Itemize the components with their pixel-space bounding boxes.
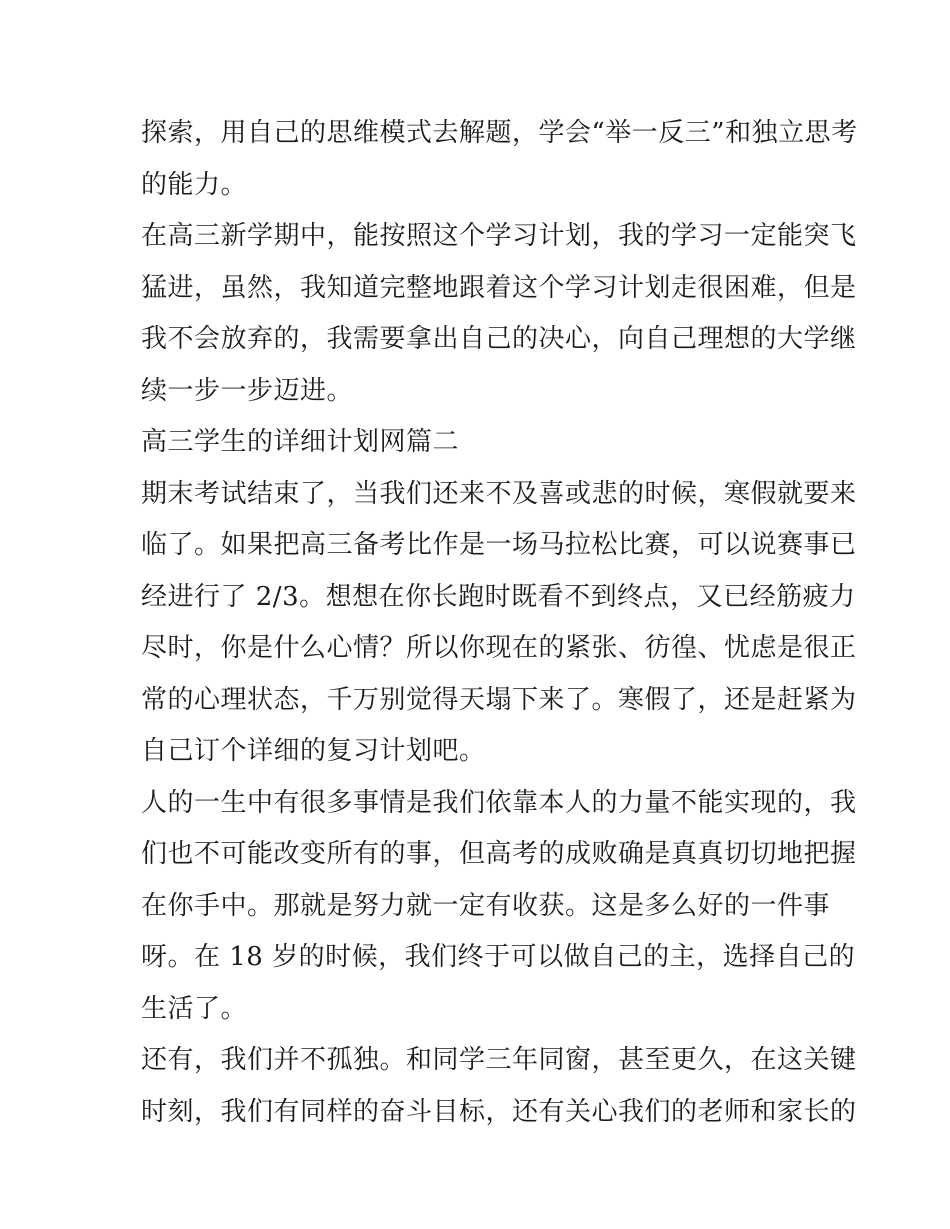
- text-line: 呀。在 18 岁的时候，我们终于可以做自己的主，选择自己的: [141, 942, 856, 972]
- text-line: 在你手中。那就是努力就一定有收获。这是多么好的一件事: [141, 890, 831, 921]
- section-heading: 高三学生的详细计划网篇二: [141, 427, 460, 457]
- text-line: 常的心理状态，千万别觉得天塌下来了。寒假了，还是赶紧为: [141, 684, 857, 715]
- text-line: 时刻，我们有同样的奋斗目标，还有关心我们的老师和家长的: [141, 1096, 857, 1127]
- text-line: 人的一生中有很多事情是我们依靠本人的力量不能实现的，我: [141, 787, 857, 818]
- text-line: 还有，我们并不孤独。和同学三年同窗，甚至更久，在这关键: [141, 1045, 857, 1075]
- text-line: 期末考试结束了，当我们还来不及喜或悲的时候，寒假就要来: [141, 478, 857, 509]
- text-line: 在高三新学期中，能按照这个学习计划，我的学习一定能突飞: [141, 221, 857, 251]
- text-line: 们也不可能改变所有的事，但高考的成败确是真真切切地把握: [141, 839, 857, 869]
- text-line: 探索，用自己的思维模式去解题，学会“举一反三”和独立思考: [141, 118, 858, 148]
- text-line: 续一步一步迈进。: [141, 375, 354, 406]
- text-line: 猛进，虽然，我知道完整地跟着这个学习计划走很困难，但是: [141, 272, 857, 303]
- text-line: 的能力。: [141, 169, 248, 200]
- text-line: 经进行了 2/3。想想在你长跑时既看不到终点，又已经筋疲力: [141, 581, 856, 612]
- document-body: [141, 108, 858, 1138]
- text-line: 临了。如果把高三备考比作是一场马拉松比赛，可以说赛事已: [141, 530, 857, 560]
- text-line: 生活了。: [141, 993, 248, 1024]
- text-line: 尽时，你是什么心情？所以你现在的紧张、彷徨、忧虑是很正: [141, 633, 857, 663]
- text-line: 我不会放弃的，我需要拿出自己的决心，向自己理想的大学继: [141, 324, 857, 354]
- text-line: 自己订个详细的复习计划吧。: [141, 736, 486, 766]
